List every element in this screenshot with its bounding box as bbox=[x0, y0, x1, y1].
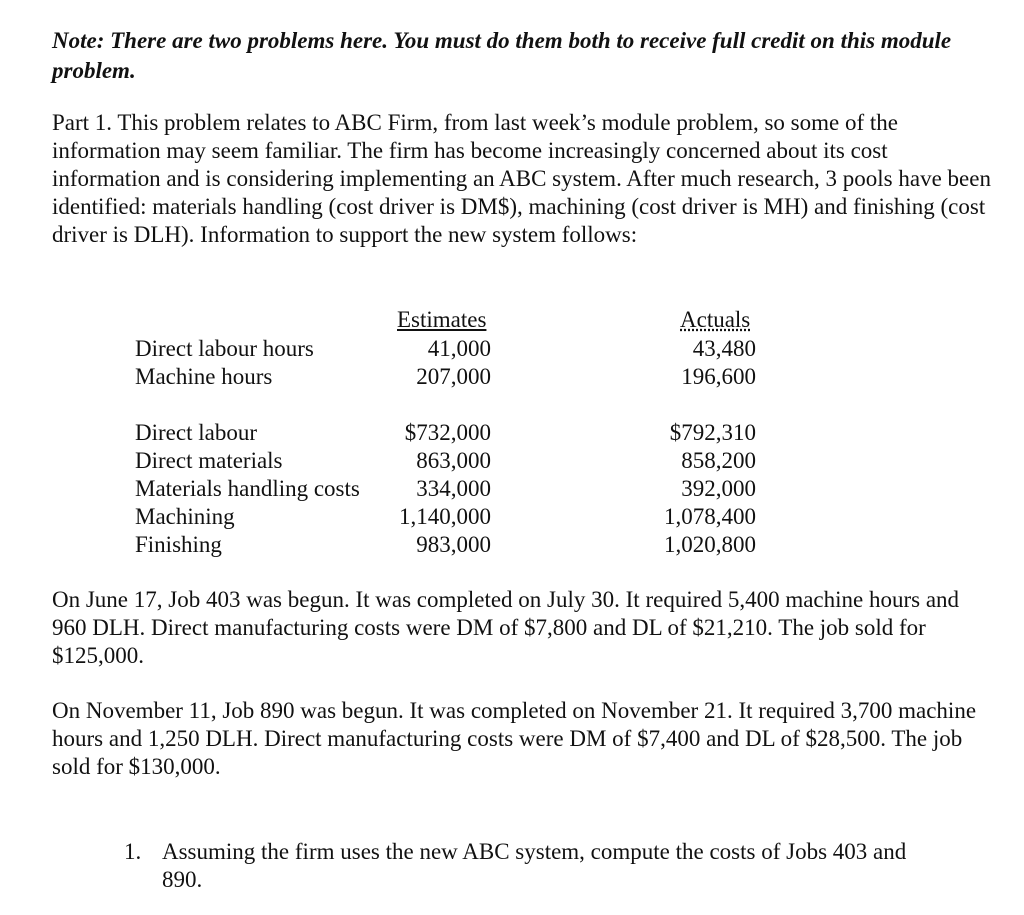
row-actual: 43,480 bbox=[692, 336, 756, 361]
question-text: Assuming the firm uses the new ABC system, compute the costs of Jobs 403 and 890. bbox=[162, 839, 907, 892]
row-actual: 858,200 bbox=[681, 448, 756, 473]
row-actual: $792,310 bbox=[669, 420, 756, 445]
row-label: Machine hours bbox=[135, 364, 273, 389]
row-actual: 1,078,400 bbox=[664, 504, 756, 529]
job-890-paragraph: On November 11, Job 890 was begun. It was completed on November 21. It required 3,700 machine hours and 1,250 DLH. Direct manufacturing costs were DM of $7,400 and DL of $28,500. The job sold for $130,000. bbox=[52, 698, 977, 779]
row-estimate: 983,000 bbox=[416, 532, 491, 557]
actuals-header: Actuals bbox=[680, 307, 751, 332]
row-estimate: 207,000 bbox=[416, 364, 491, 389]
row-estimate: 1,140,000 bbox=[399, 504, 491, 529]
row-actual: 196,600 bbox=[681, 364, 756, 389]
question-number: 1. bbox=[124, 839, 142, 864]
estimates-header: Estimates bbox=[397, 307, 487, 332]
row-estimate: $732,000 bbox=[404, 420, 491, 445]
row-estimate: 334,000 bbox=[416, 476, 491, 501]
row-label: Machining bbox=[135, 504, 235, 529]
row-label: Direct materials bbox=[135, 448, 283, 473]
row-actual: 1,020,800 bbox=[664, 532, 756, 557]
row-actual: 392,000 bbox=[681, 476, 756, 501]
job-403-paragraph: On June 17, Job 403 was begun. It was completed on July 30. It required 5,400 machine hours and 960 DLH. Direct manufacturing costs were DM of $7,800 and DL of $21,210. The job sold for $125,000. bbox=[52, 587, 960, 668]
part1-paragraph: Part 1. This problem relates to ABC Firm, from last week’s module problem, so some of the information may seem familiar. The firm has become increasingly concerned about its cost information and is considering implementing an ABC system. After much research, 3 pools have been identified: materials handling (cost driver is DM$), machining (cost driver is MH) and finishing (cost driver is DLH). Information to support the new system follows: bbox=[52, 110, 991, 247]
row-estimate: 41,000 bbox=[427, 336, 491, 361]
row-label: Direct labour hours bbox=[135, 336, 314, 361]
row-label: Materials handling costs bbox=[135, 476, 360, 501]
row-label: Finishing bbox=[135, 532, 222, 557]
note-text: Note: There are two problems here. You must do them both to receive full credit on this module problem. bbox=[52, 28, 952, 83]
row-estimate: 863,000 bbox=[416, 448, 491, 473]
row-label: Direct labour bbox=[135, 420, 257, 445]
